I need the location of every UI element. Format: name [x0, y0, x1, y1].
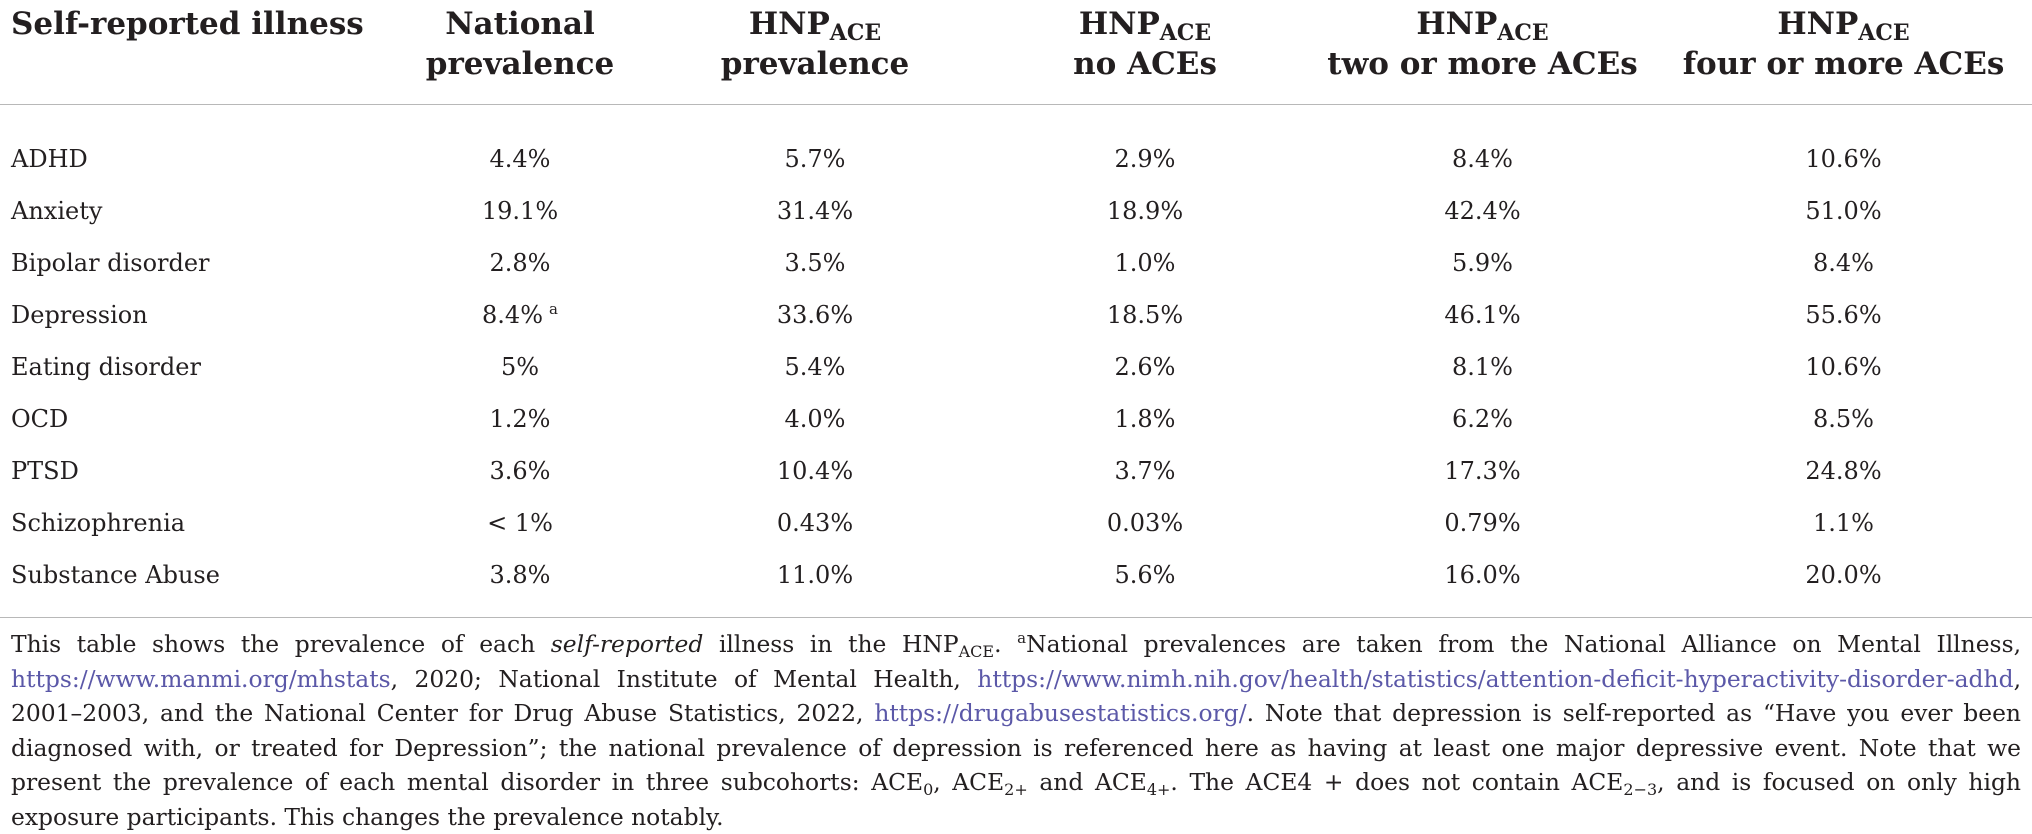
national-cell: 1.2% — [489, 405, 551, 433]
two-plus-cell: 5.9% — [1452, 249, 1513, 277]
national-cell: 5% — [500, 353, 540, 381]
no-aces-cell: 18.9% — [1106, 197, 1184, 225]
link-drugabusestatistics[interactable]: https://drugabusestatistics.org/ — [874, 699, 1247, 727]
no-aces-cell: 2.6% — [1114, 353, 1176, 381]
no-aces-cell: 1.8% — [1114, 405, 1176, 433]
table-caption: This table shows the prevalence of each self-reported illness in the $HNP_{ACE}$. $^a$National prevalences are taken from the National Alliance on Mental Illness, https://www.manmi.org/mhstats, 2020; National Institute of Mental Health, https://www.nimh.nih.gov/health/statistics/attention-deficit-hyperactivity-disorder-adhd, 2001–2003, and the National Center for Drug Abuse Statistics, 2022, https://drugabusestatistics.org/. Note that depression is self-reported as “Have you ever been diagnosed with, or treated for Depression”; the national prevalence of depression is referenced here as having at least one major depressive event. Note that we present the prevalence of each mental disorder in three subcohorts: $ACE_0$, $ACE_{2+}$ and $ACE_{4+}$. The ACE4 + does not contain $ACE_{2-3}$, and is focused on only high exposure participants. This changes the prevalence notably. — [11, 629, 2022, 831]
four-plus-cell: 55.6% — [1805, 301, 1882, 329]
four-plus-cell: 8.4% — [1813, 249, 1874, 277]
no-aces-cell: 2.9% — [1114, 145, 1176, 173]
national-value: 8.4% — [482, 301, 544, 329]
hnp-cell: 3.5% — [784, 249, 846, 277]
illness-cell: OCD — [11, 405, 69, 433]
table-row — [0, 185, 2032, 237]
two-plus-cell: 6.2% — [1452, 405, 1513, 433]
caption-emphasis: self-reported — [550, 630, 704, 658]
national-cell: 3.6% — [489, 457, 551, 485]
national-cell: < 1% — [487, 509, 553, 537]
no-aces-cell: 0.03% — [1106, 509, 1184, 537]
illness-cell: Eating disorder — [11, 353, 201, 381]
four-plus-cell: 51.0% — [1805, 197, 1882, 225]
illness-cell: Substance Abuse — [0, 549, 390, 618]
no-aces-cell: 5.6% — [980, 549, 1310, 618]
no-aces-cell: 1.0% — [1114, 249, 1176, 277]
four-plus-cell: 20.0% — [1655, 549, 2032, 618]
national-cell: 19.1% — [481, 197, 559, 225]
national-cell: 4.4% — [489, 145, 551, 173]
illness-cell: Schizophrenia — [11, 509, 186, 537]
two-plus-cell: 8.1% — [1452, 353, 1513, 381]
link-nami-mhstats[interactable]: https://www.manmi.org/mhstats — [11, 664, 391, 693]
national-cell: 3.8% — [390, 549, 650, 618]
four-plus-cell: 8.5% — [1813, 405, 1874, 433]
table-row — [0, 105, 2032, 186]
table-header-row — [0, 0, 2032, 105]
table-row — [0, 289, 2032, 341]
no-aces-cell: 18.5% — [1106, 301, 1184, 329]
illness-cell: Anxiety — [11, 197, 103, 225]
four-plus-cell: 10.6% — [1805, 353, 1882, 381]
illness-cell: ADHD — [11, 145, 88, 173]
national-cell: 2.8% — [489, 249, 551, 277]
link-nimh-adhd[interactable]: https://www.nimh.nih.gov/health/statistics/attention-deficit-hyperactivity-disorder-adhd — [977, 664, 2014, 693]
illness-cell: Bipolar disorder — [11, 249, 210, 277]
table-row — [0, 237, 2032, 289]
illness-cell: Depression — [11, 301, 148, 329]
hnp-cell: 5.4% — [784, 353, 846, 381]
two-plus-cell: 17.3% — [1444, 457, 1521, 485]
two-plus-cell: 0.79% — [1444, 509, 1521, 537]
header-hnp-prevalence: $HNP_{ACE}$ prevalence — [650, 0, 980, 105]
illness-cell: PTSD — [11, 457, 79, 485]
table-row — [0, 393, 2032, 445]
hnp-cell: 31.4% — [776, 197, 854, 225]
header-hnp-no-aces: $HNP_{ACE}$ no ACEs — [980, 0, 1310, 105]
national-cell — [390, 289, 650, 341]
hnp-cell: 0.43% — [776, 509, 854, 537]
no-aces-cell: 3.7% — [1114, 457, 1176, 485]
four-plus-cell: 10.6% — [1805, 145, 1882, 173]
hnp-cell: 33.6% — [776, 301, 854, 329]
header-illness: Self-reported illness — [0, 0, 390, 105]
hnp-cell: 11.0% — [650, 549, 980, 618]
two-plus-cell: 8.4% — [1452, 145, 1513, 173]
table-row — [0, 497, 2032, 549]
two-plus-cell: 16.0% — [1310, 549, 1655, 618]
header-hnp-four-or-more-aces: $HNP_{ACE}$ four or more ACEs — [1655, 0, 2032, 105]
table-row — [0, 549, 2032, 618]
two-plus-cell: 42.4% — [1444, 197, 1521, 225]
footnote-marker: a — [549, 300, 558, 318]
four-plus-cell: 24.8% — [1805, 457, 1882, 485]
header-national-prevalence: National prevalence — [390, 0, 650, 105]
two-plus-cell: 46.1% — [1444, 301, 1521, 329]
footnote-marker: a — [1017, 629, 1027, 647]
hnp-cell: 10.4% — [776, 457, 854, 485]
header-hnp-two-or-more-aces: $HNP_{ACE}$ two or more ACEs — [1310, 0, 1655, 105]
table-row — [0, 445, 2032, 497]
four-plus-cell: 1.1% — [1813, 509, 1874, 537]
hnp-cell: 4.0% — [784, 405, 846, 433]
hnp-cell: 5.7% — [784, 145, 846, 173]
table-row — [0, 341, 2032, 393]
